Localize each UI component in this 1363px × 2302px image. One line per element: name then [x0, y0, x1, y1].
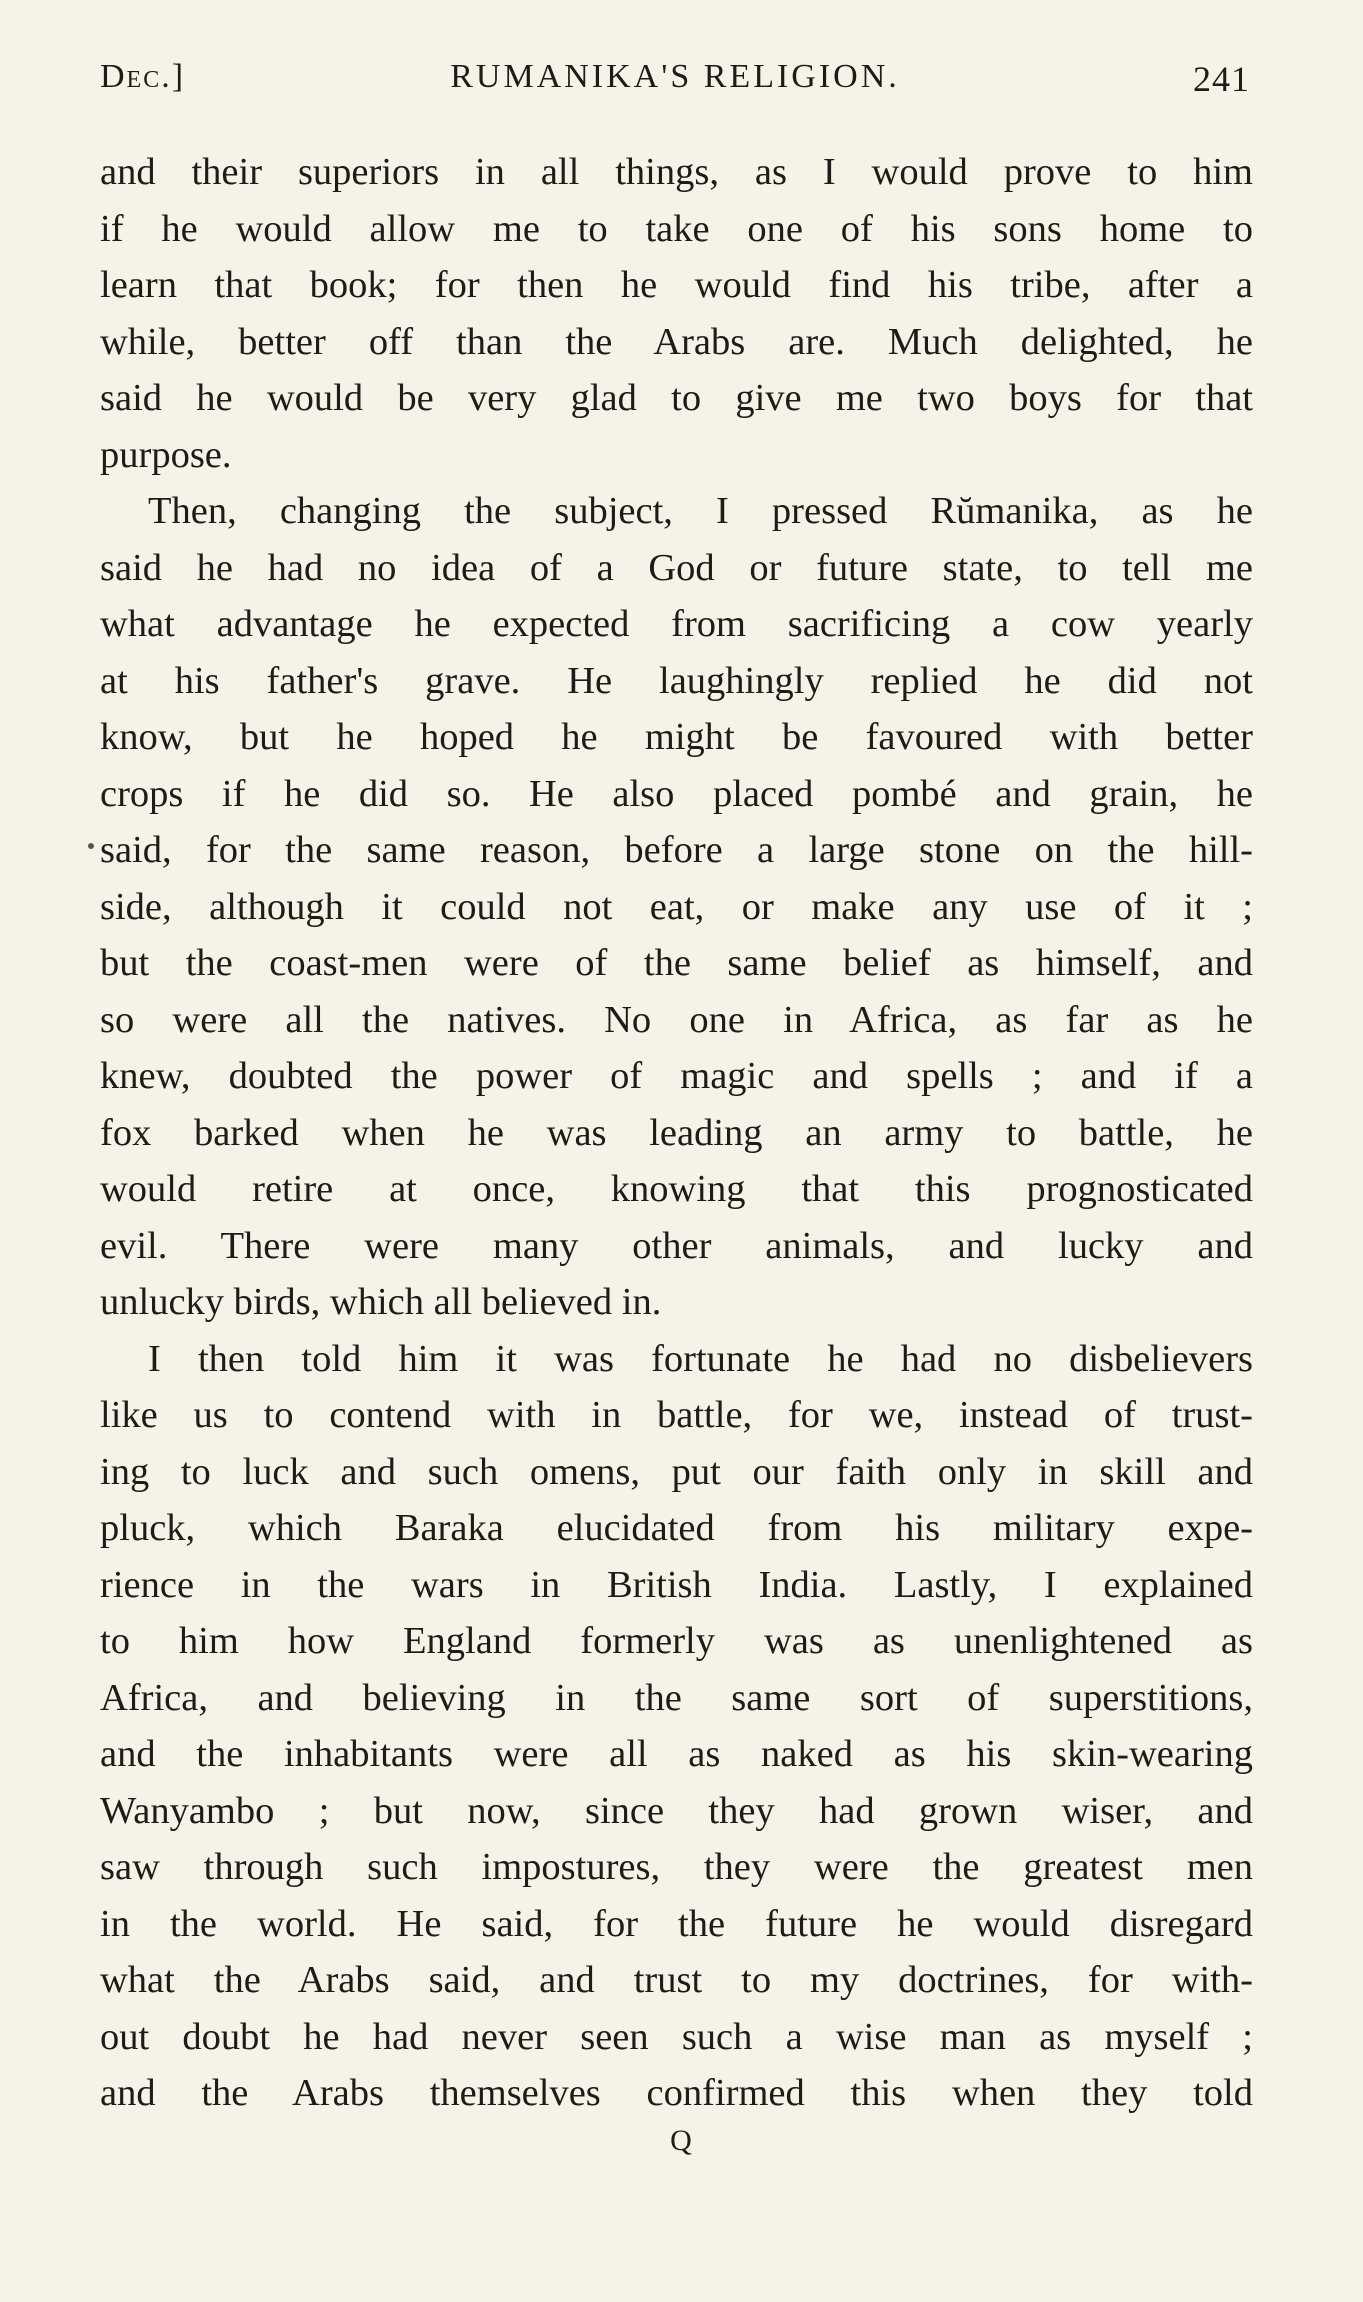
text-line: pluck, which Baraka elucidated from his military expe-	[100, 1507, 1253, 1549]
text-line: crops if he did so. He also placed pombé and grain, he	[100, 772, 1253, 815]
text-line: I then told him it was fortunate he had no disbelievers	[148, 1337, 1253, 1380]
text-line: rience in the wars in British India. Lastly, I explained	[100, 1563, 1253, 1606]
text-line: said, for the same reason, before a large stone on the hill-	[100, 829, 1253, 871]
text-line: ing to luck and such omens, put our faith only in skill and	[100, 1450, 1253, 1493]
signature-mark: Q	[670, 2124, 693, 2157]
text-line: but the coast-men were of the same belief as himself, and	[100, 942, 1253, 984]
text-line: at his father's grave. He laughingly replied he did not	[100, 659, 1253, 702]
text-line: would retire at once, knowing that this prognosticated	[100, 1168, 1253, 1210]
text-line: unlucky birds, which all believed in.	[100, 1281, 662, 1323]
text-line: evil. There were many other animals, and lucky and	[100, 1224, 1253, 1267]
header-title: RUMANIKA'S RELIGION.	[450, 58, 900, 95]
text-line: to him how England formerly was as unenlightened as	[100, 1620, 1253, 1662]
text-line: out doubt he had never seen such a wise man as myself ;	[100, 2015, 1253, 2058]
text-line: while, better off than the Arabs are. Much delighted, he	[100, 320, 1253, 363]
text-line: if he would allow me to take one of his sons home to	[100, 207, 1253, 250]
text-line: and their superiors in all things, as I would prove to him	[100, 151, 1253, 193]
text-line: and the inhabitants were all as naked as his skin-wearing	[100, 1733, 1253, 1775]
text-line: knew, doubted the power of magic and spells ; and if a	[100, 1055, 1253, 1097]
text-line: side, although it could not eat, or make any use of it ;	[100, 885, 1253, 928]
text-line: saw through such impostures, they were the greatest men	[100, 1846, 1253, 1888]
page-number: 241	[1193, 59, 1250, 99]
header-month: Dec.]	[100, 58, 186, 95]
running-header	[100, 58, 1250, 108]
text-line: like us to contend with in battle, for we, instead of trust-	[100, 1394, 1253, 1436]
text-line: and the Arabs themselves confirmed this when they told	[100, 2072, 1253, 2114]
text-line: Then, changing the subject, I pressed Rŭmanika, as he	[148, 490, 1253, 532]
text-line: what advantage he expected from sacrificing a cow yearly	[100, 603, 1253, 645]
text-line: learn that book; for then he would find his tribe, after a	[100, 264, 1253, 306]
text-line: what the Arabs said, and trust to my doctrines, for with-	[100, 1959, 1253, 2001]
text-line: so were all the natives. No one in Africa, as far as he	[100, 998, 1253, 1041]
margin-mark	[88, 843, 94, 849]
text-line: said he would be very glad to give me two boys for that	[100, 377, 1253, 419]
text-line: in the world. He said, for the future he would disregard	[100, 1902, 1253, 1945]
text-line: fox barked when he was leading an army to battle, he	[100, 1111, 1253, 1154]
body-text	[100, 144, 1253, 2122]
text-line: know, but he hoped he might be favoured with better	[100, 716, 1253, 758]
text-line: Wanyambo ; but now, since they had grown wiser, and	[100, 1789, 1253, 1832]
text-line: Africa, and believing in the same sort of superstitions,	[100, 1676, 1253, 1719]
text-line: said he had no idea of a God or future state, to tell me	[100, 546, 1253, 589]
text-line: purpose.	[100, 433, 232, 476]
